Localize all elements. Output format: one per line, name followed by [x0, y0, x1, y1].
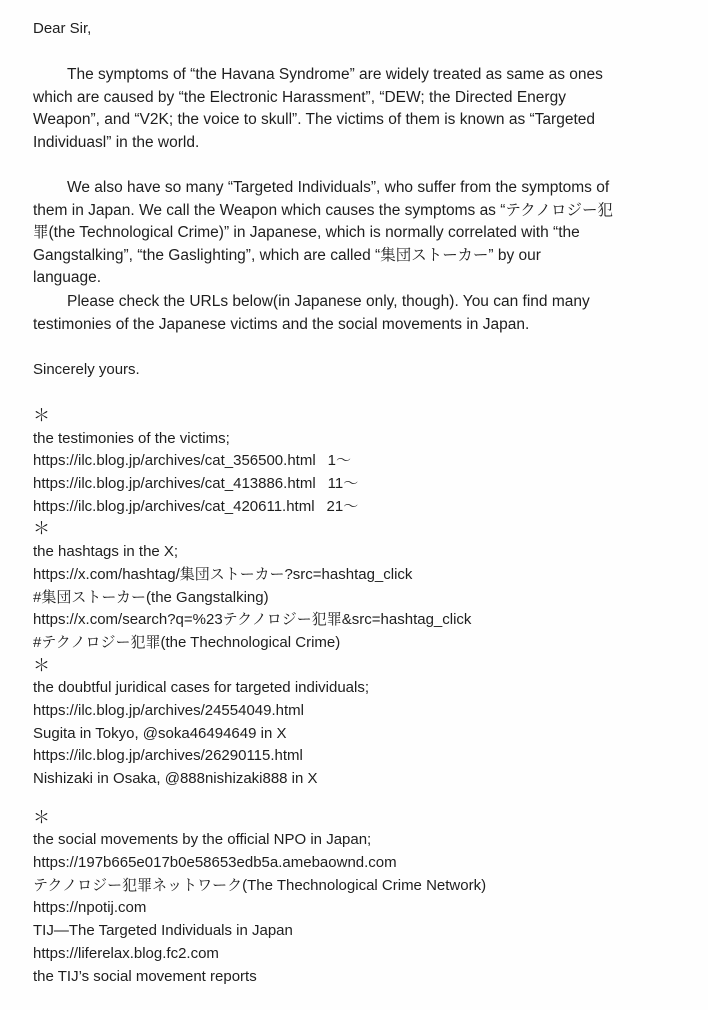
link-range-label: 11〜	[327, 475, 359, 493]
movement-link[interactable]: https://liferelax.blog.fc2.com	[33, 944, 219, 962]
testimony-link[interactable]: https://ilc.blog.jp/archives/cat_413886.html	[33, 475, 316, 493]
case-label: Sugita in Tokyo, @soka46494649 in X	[33, 724, 287, 742]
asterisk-divider: ＊	[33, 406, 50, 425]
paragraph-check-urls	[33, 291, 683, 336]
case-link[interactable]: https://ilc.blog.jp/archives/26290115.html	[33, 747, 303, 765]
spacer	[33, 791, 683, 807]
movement-label: テクノロジー犯罪ネットワーク(The Thechnological Crime Network)	[33, 876, 487, 894]
paragraph-line: The symptoms of “the Havana Syndrome” are widely treated as same as ones	[67, 66, 603, 83]
reference-list	[33, 405, 683, 988]
asterisk-divider: ＊	[33, 807, 50, 827]
testimony-link-row	[33, 496, 683, 519]
closing: Sincerely yours.	[33, 361, 140, 378]
hashtag-label: #テクノロジー犯罪(the Thechnological Crime)	[33, 633, 341, 651]
paragraph-line: Please check the URLs below(in Japanese only, though). You can find many	[67, 293, 590, 310]
testimony-link[interactable]: https://ilc.blog.jp/archives/cat_356500.html	[33, 452, 316, 470]
link-range-label: 1〜	[327, 452, 351, 470]
asterisk-divider: ＊	[33, 655, 50, 675]
section-heading-hashtags: the hashtags in the X;	[33, 543, 179, 561]
paragraph-targeted-individuals-japan	[33, 177, 683, 290]
testimony-link[interactable]: https://ilc.blog.jp/archives/cat_420611.html	[33, 497, 315, 515]
case-label: Nishizaki in Osaka, @888nishizaki888 in X	[33, 770, 318, 787]
case-link[interactable]: https://ilc.blog.jp/archives/24554049.html	[33, 701, 304, 719]
hashtag-label: #集団ストーカー(the Gangstalking)	[33, 588, 269, 606]
paragraph-line: language.	[33, 269, 102, 286]
movement-link[interactable]: https://npotij.com	[33, 899, 147, 917]
testimony-link-row	[33, 450, 683, 473]
movement-label: the TIJ’s social movement reports	[33, 967, 257, 985]
asterisk-divider: ＊	[33, 519, 50, 539]
movement-link[interactable]: https://197b665e017b0e58653edb5a.amebaownd.com	[33, 854, 397, 872]
greeting: Dear Sir,	[33, 20, 92, 37]
paragraph-line: them in Japan. We call the Weapon which causes the symptoms as “テクノロジー犯	[33, 201, 613, 219]
paragraph-line: Weapon”, and “V2K; the voice to skull”. The victims of them is known as “Targeted	[33, 111, 595, 128]
movement-label: TIJ—The Targeted Individuals in Japan	[33, 922, 293, 940]
section-heading-testimonies: the testimonies of the victims;	[33, 429, 230, 447]
paragraph-line: testimonies of the Japanese victims and the social movements in Japan.	[33, 315, 530, 333]
section-heading-movements: the social movements by the official NPO in Japan;	[33, 831, 372, 849]
testimony-link-row	[33, 473, 683, 496]
link-range-label: 21〜	[326, 497, 359, 515]
paragraph-line: 罪(the Technological Crime)” in Japanese, which is normally correlated with “the	[33, 224, 580, 241]
section-heading-cases: the doubtful juridical cases for targeted individuals;	[33, 679, 370, 697]
hashtag-link[interactable]: https://x.com/search?q=%23テクノロジー犯罪&src=hashtag_click	[33, 611, 472, 629]
paragraph-line: Gangstalking”, “the Gaslighting”, which are called “集団ストーカー” by our	[33, 246, 541, 264]
hashtag-link[interactable]: https://x.com/hashtag/集団ストーカー?src=hashtag_click	[33, 565, 413, 583]
paragraph-line: We also have so many “Targeted Individuals”, who suffer from the symptoms of	[67, 179, 610, 196]
paragraph-line: Individuasl” in the world.	[33, 133, 200, 151]
paragraph-havana-syndrome	[33, 64, 683, 154]
paragraph-line: which are caused by “the Electronic Harassment”, “DEW; the Directed Energy	[33, 88, 566, 106]
